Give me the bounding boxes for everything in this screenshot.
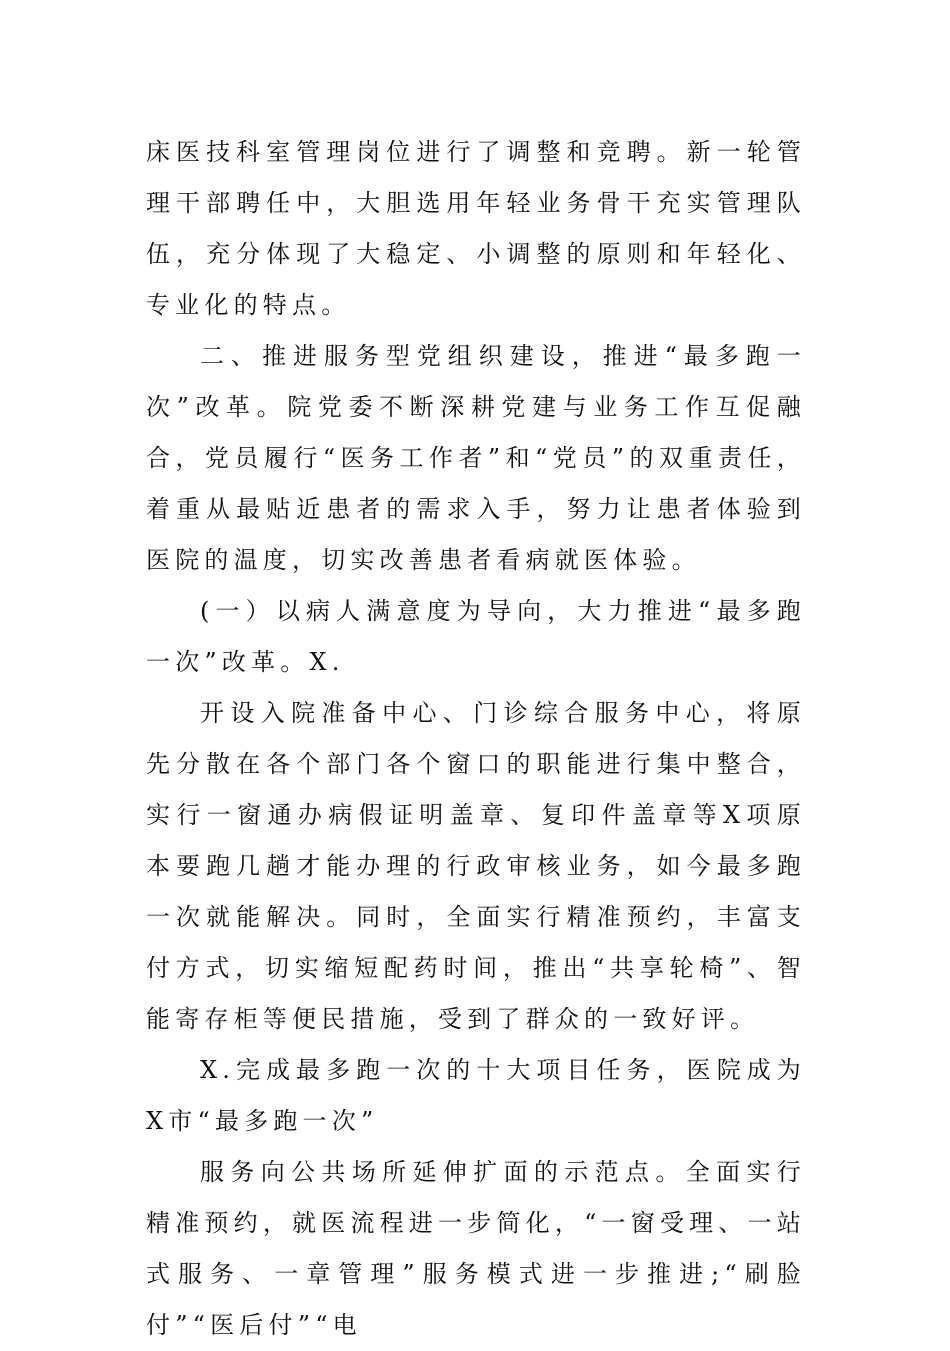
paragraph-6: 服务向公共场所延伸扩面的示范点。全面实行精准预约，就医流程进一步简化，“一窗受理、一站式服务、一章管理”服务模式进一步推进;“刷脸付”“医后付”“电	[146, 1158, 806, 1339]
paragraph-3: (一）以病人满意度为导向，大力推进“最多跑一次”改革。X.	[146, 597, 806, 676]
document-body	[146, 127, 806, 1351]
paragraph-4: 开设入院准备中心、门诊综合服务中心，将原先分散在各个部门各个窗口的职能进行集中整合，实行一窗通办病假证明盖章、复印件盖章等X项原本要跑几趟才能办理的行政审核业务，如今最多跑一次就能解决。同时，全面实行精准预约，丰富支付方式，切实缩短配药时间，推出“共享轮椅”、智能寄存柜等便民措施，受到了群众的一致好评。	[146, 699, 806, 1033]
paragraph-2: 二、推进服务型党组织建设，推进“最多跑一次”改革。院党委不断深耕党建与业务工作互促融合，党员履行“医务工作者”和“党员”的双重责任，着重从最贴近患者的需求入手，努力让患者体验到医院的温度，切实改善患者看病就医体验。	[146, 342, 806, 574]
paragraph-5: X.完成最多跑一次的十大项目任务，医院成为X市“最多跑一次”	[146, 1056, 806, 1135]
paragraph-1: 床医技科室管理岗位进行了调整和竞聘。新一轮管理干部聘任中，大胆选用年轻业务骨干充实管理队伍，充分体现了大稳定、小调整的原则和年轻化、专业化的特点。	[146, 138, 806, 319]
